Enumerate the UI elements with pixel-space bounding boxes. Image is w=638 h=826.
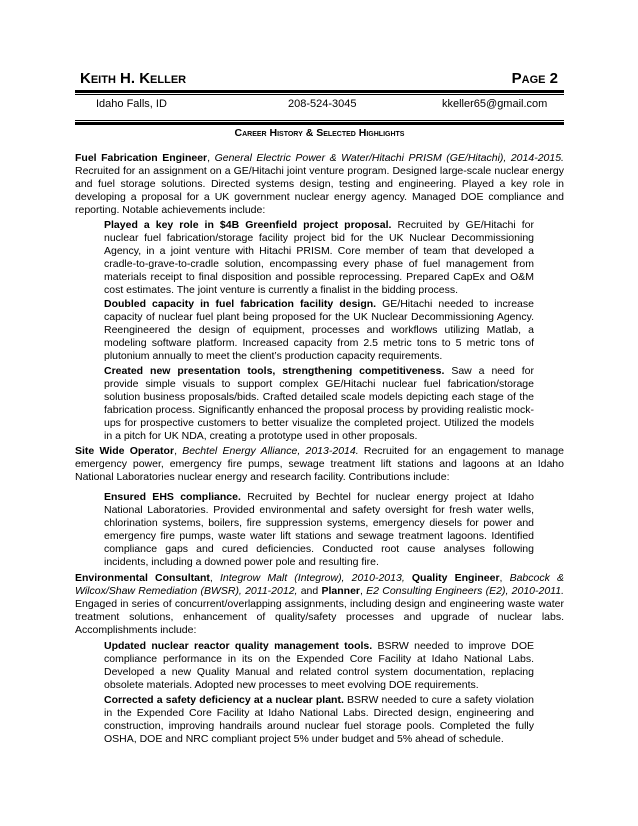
job-3-title: Environmental Consultant	[75, 572, 210, 584]
job-3-title-3: Planner	[321, 585, 360, 597]
job-1-achievement-1	[104, 219, 534, 297]
achievement-text: GE/Hitachi needed to increase capacity of nuclear fuel plant being proposed for the UK Nuclear Decommissioning Agency. Reengineered the design of equipment, processes and workflows utilizing Matlab, a modeling software platform. Increased capacity from 2.5 metric tons to 5 metric tons of plutonium annually to meet the client’s production capacity requirements.	[104, 298, 534, 362]
job-3-achievement-1	[104, 640, 534, 692]
achievement-text: Saw a need for provide simple visuals to support complex GE/Hitachi nuclear fuel fabrication/storage solution business proposals/bids. Crafted detailed scale models depicting each stage of the fabrication process. Significantly enhanced the proposal process by providing realistic mock-ups for prospective customers to better visualize the completed project. Utilized the models in a pitch for UK NDA, creating a prototype used in other proposals.	[104, 365, 534, 442]
achievement-text: Recruited by Bechtel for nuclear energy project at Idaho National Laboratories. Provided environmental and safety oversight for fresh water wells, chlorination systems, boilers, fire suppression systems, emergency diesels for power and emergency fire pumps, waste water lift stations and sewage treatment lagoons. Identified compliance gaps and cured deficiencies. Conducted root cause analyses following incidents, including a downed power pole and resulting fire.	[104, 491, 535, 568]
header-rule-thin	[75, 94, 564, 95]
job-2-entry: Site Wide Operator, Bechtel Energy Alliance, 2013-2014. Recruited for an engagement to manage emergency power, emergency fire pumps, sewage treatment lift stations and lagoons at an Idaho National Laboratories nuclear energy and research facility. Contributions include:	[75, 445, 564, 483]
job-3-employer-3: E2 Consulting Engineers (E2), 2010-2011.	[366, 585, 564, 597]
achievement-text: BSRW needed to improve DOE compliance performance in its on the Expended Core Facility at Idaho National Labs. Developed a new Quality Manual and related control system documentation, replacing obsolete materials. Adopted new processes to meet evolving DOE requirements.	[104, 640, 534, 691]
job-1-summary: Recruited for an assignment on a GE/Hitachi joint venture program. Designed large-scale nuclear energy and fuel storage solutions. Directed systems design, testing and engineering. Played a key role in developing a proposal for a UK government nuclear energy agency. Managed DOE compliance and reporting. Notable achievements include:	[75, 165, 564, 216]
job-3-employer-2: Babcock & Wilcox/Shaw Remediation (BWSR), 2011-2012,	[75, 572, 564, 597]
achievement-lead: Created new presentation tools, strengthening competitiveness.	[104, 365, 445, 377]
job-3-employer: Integrow Malt (Integrow), 2010-2013,	[219, 572, 405, 584]
job-3-entry: Environmental Consultant, Integrow Malt (Integrow), 2010-2013, Quality Engineer, Babcock & Wilcox/Shaw Remediation (BWSR), 2011-2012, and Planner, E2 Consulting Engineers (E2), 2010-2011. Engaged in series of concurrent/overlapping assignments, including design and engineering waste water treatment solutions, enhancement of quality/safety processes and upgrade of nuclear labs. Accomplishments include:	[75, 572, 564, 636]
achievement-lead: Updated nuclear reactor quality management tools.	[104, 640, 373, 652]
achievement-lead: Played a key role in $4B Greenfield project proposal.	[104, 219, 392, 231]
achievement-text: Recruited by GE/Hitachi for nuclear fuel fabrication/storage facility project bid for the UK Nuclear Decommissioning Agency, in a joint venture with Hitachi PRISM. Core member of team that developed a cradle-to-grave-to-cradle solution, encompassing every phase of fuel management from materials receipt to final disposition and possible reprocessing. Prepared CapEx and O&M cost estimates. The joint venture is currently a finalist in the bidding process.	[104, 219, 535, 296]
job-1-employer: General Electric Power & Water/Hitachi PRISM (GE/Hitachi), 2014-2015.	[214, 152, 564, 164]
job-3-and: and	[300, 585, 319, 597]
job-2-summary: Recruited for an engagement to manage emergency power, emergency fire pumps, sewage treatment lift stations and lagoons at an Idaho National Laboratories nuclear energy and research facility. Contributions include:	[75, 445, 564, 483]
job-1-entry: Fuel Fabrication Engineer, General Electric Power & Water/Hitachi PRISM (GE/Hitachi), 2014-2015. Recruited for an assignment on a GE/Hitachi joint venture program. Designed large-scale nuclear energy and fuel storage solutions. Directed systems design, testing and engineering. Played a key role in developing a proposal for a UK government nuclear energy agency. Managed DOE compliance and reporting. Notable achievements include:	[75, 152, 564, 216]
section-title: Career History & Selected Highlights	[234, 127, 405, 139]
job-1-achievement-2	[104, 298, 534, 363]
job-1-achievement-3	[104, 365, 534, 443]
job-3-summary: Engaged in series of concurrent/overlapping assignments, including design and engineering waste water treatment solutions, enhancement of quality/safety processes and upgrade of nuclear labs. Accomplishments include:	[75, 598, 564, 636]
page-header	[80, 68, 560, 90]
section-rule-thin	[75, 120, 564, 121]
candidate-name: Keith H. Keller	[80, 70, 187, 87]
achievement-lead: Doubled capacity in fuel fabrication facility design.	[104, 298, 377, 310]
page-number: Page 2	[511, 70, 558, 87]
job-2-achievement-1	[104, 491, 534, 569]
contact-phone: 208-524-3045	[288, 98, 357, 110]
job-3-title-2: Quality Engineer	[411, 572, 500, 584]
achievement-lead: Ensured EHS compliance.	[104, 491, 241, 503]
achievement-text: BSRW needed to cure a safety violation in the Expended Core Facility at Idaho National Labs. Directed design, engineering and construction, improving handrails around nuclear fuel storage pools. Completed the fully OSHA, DOE and NRC compliant project 5% under budget and 5% ahead of schedule.	[104, 694, 534, 745]
contact-location: Idaho Falls, ID	[96, 98, 167, 110]
job-2-employer: Bechtel Energy Alliance, 2013-2014.	[182, 445, 359, 457]
job-1-title: Fuel Fabrication Engineer	[75, 152, 208, 164]
header-rule-thick	[75, 90, 564, 93]
contact-email: kkeller65@gmail.com	[442, 98, 548, 110]
achievement-lead: Corrected a safety deficiency at a nuclear plant.	[104, 694, 344, 706]
section-rule-thick	[75, 122, 564, 125]
job-2-title: Site Wide Operator	[75, 445, 175, 457]
job-3-achievement-2	[104, 694, 534, 746]
